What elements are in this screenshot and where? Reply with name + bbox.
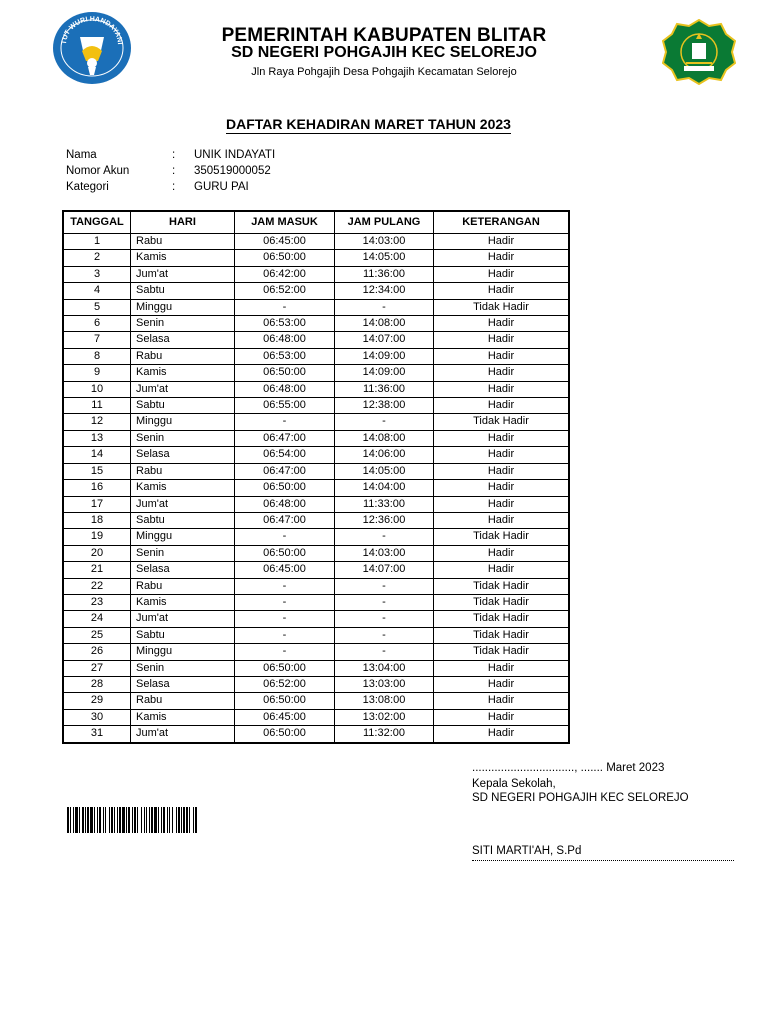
cell-jam-pulang: 13:08:00 <box>335 693 434 709</box>
cell-keterangan: Hadir <box>434 398 570 414</box>
cell-hari: Kamis <box>131 709 235 725</box>
cell-keterangan: Hadir <box>434 316 570 332</box>
cell-tanggal: 31 <box>63 726 131 743</box>
cell-tanggal: 4 <box>63 283 131 299</box>
cell-jam-pulang: 14:08:00 <box>335 316 434 332</box>
table-row <box>63 611 569 627</box>
cell-hari: Senin <box>131 430 235 446</box>
cell-tanggal: 10 <box>63 381 131 397</box>
cell-jam-masuk: 06:48:00 <box>235 381 335 397</box>
cell-keterangan: Hadir <box>434 562 570 578</box>
cell-hari: Jum'at <box>131 496 235 512</box>
header-address: Jln Raya Pohgajih Desa Pohgajih Kecamatan Selorejo <box>251 66 517 78</box>
cell-keterangan: Hadir <box>434 660 570 676</box>
cell-tanggal: 24 <box>63 611 131 627</box>
cell-keterangan: Hadir <box>434 250 570 266</box>
cell-hari: Rabu <box>131 234 235 250</box>
signature-school: SD NEGERI POHGAJIH KEC SELOREJO <box>472 792 689 804</box>
cell-tanggal: 20 <box>63 545 131 561</box>
table-row <box>63 414 569 430</box>
nama-value: UNIK INDAYATI <box>194 149 276 161</box>
cell-jam-pulang: 13:03:00 <box>335 676 434 692</box>
cell-jam-pulang: - <box>335 611 434 627</box>
cell-keterangan: Hadir <box>434 381 570 397</box>
cell-jam-pulang: 14:07:00 <box>335 562 434 578</box>
cell-jam-masuk: - <box>235 578 335 594</box>
cell-jam-pulang: - <box>335 299 434 315</box>
akun-value: 350519000052 <box>194 165 271 177</box>
cell-jam-pulang: - <box>335 594 434 610</box>
cell-tanggal: 18 <box>63 512 131 528</box>
cell-jam-masuk: - <box>235 594 335 610</box>
cell-jam-pulang: 14:07:00 <box>335 332 434 348</box>
cell-tanggal: 9 <box>63 365 131 381</box>
table-row <box>63 266 569 282</box>
cell-keterangan: Tidak Hadir <box>434 594 570 610</box>
cell-keterangan: Hadir <box>434 480 570 496</box>
cell-tanggal: 5 <box>63 299 131 315</box>
cell-keterangan: Tidak Hadir <box>434 627 570 643</box>
cell-hari: Rabu <box>131 348 235 364</box>
cell-hari: Jum'at <box>131 726 235 743</box>
table-row <box>63 529 569 545</box>
colon: : <box>172 181 176 193</box>
table-row <box>63 463 569 479</box>
kategori-value: GURU PAI <box>194 181 249 193</box>
colon: : <box>172 149 176 161</box>
cell-jam-pulang: 14:05:00 <box>335 250 434 266</box>
cell-tanggal: 7 <box>63 332 131 348</box>
cell-jam-pulang: 13:04:00 <box>335 660 434 676</box>
cell-jam-masuk: 06:47:00 <box>235 512 335 528</box>
cell-jam-pulang: 12:34:00 <box>335 283 434 299</box>
cell-jam-masuk: 06:45:00 <box>235 709 335 725</box>
cell-keterangan: Tidak Hadir <box>434 578 570 594</box>
cell-keterangan: Tidak Hadir <box>434 414 570 430</box>
cell-tanggal: 30 <box>63 709 131 725</box>
cell-jam-masuk: - <box>235 299 335 315</box>
table-row <box>63 693 569 709</box>
cell-keterangan: Hadir <box>434 234 570 250</box>
cell-jam-masuk: - <box>235 611 335 627</box>
cell-jam-pulang: 14:05:00 <box>335 463 434 479</box>
cell-hari: Selasa <box>131 676 235 692</box>
cell-hari: Minggu <box>131 414 235 430</box>
cell-keterangan: Hadir <box>434 365 570 381</box>
cell-hari: Sabtu <box>131 627 235 643</box>
teacher-info <box>66 149 275 197</box>
cell-jam-pulang: 11:33:00 <box>335 496 434 512</box>
cell-jam-masuk: - <box>235 644 335 660</box>
cell-jam-pulang: 13:02:00 <box>335 709 434 725</box>
cell-jam-masuk: 06:52:00 <box>235 283 335 299</box>
cell-tanggal: 3 <box>63 266 131 282</box>
cell-jam-masuk: - <box>235 529 335 545</box>
cell-jam-pulang: - <box>335 627 434 643</box>
cell-tanggal: 23 <box>63 594 131 610</box>
cell-jam-masuk: 06:48:00 <box>235 496 335 512</box>
cell-keterangan: Hadir <box>434 283 570 299</box>
cell-hari: Kamis <box>131 594 235 610</box>
cell-keterangan: Tidak Hadir <box>434 529 570 545</box>
col-jam-masuk: JAM MASUK <box>235 211 335 234</box>
cell-jam-masuk: 06:48:00 <box>235 332 335 348</box>
info-row-kategori <box>66 181 275 197</box>
table-row <box>63 644 569 660</box>
cell-jam-masuk: 06:50:00 <box>235 365 335 381</box>
cell-hari: Senin <box>131 545 235 561</box>
cell-jam-pulang: - <box>335 414 434 430</box>
info-row-nama <box>66 149 275 165</box>
cell-tanggal: 13 <box>63 430 131 446</box>
cell-jam-masuk: 06:50:00 <box>235 693 335 709</box>
cell-keterangan: Hadir <box>434 430 570 446</box>
cell-jam-pulang: 14:09:00 <box>335 365 434 381</box>
table-row <box>63 234 569 250</box>
table-row <box>63 512 569 528</box>
table-row <box>63 480 569 496</box>
cell-keterangan: Tidak Hadir <box>434 611 570 627</box>
col-keterangan: KETERANGAN <box>434 211 570 234</box>
cell-keterangan: Hadir <box>434 496 570 512</box>
document-title: DAFTAR KEHADIRAN MARET TAHUN 2023 <box>226 116 511 132</box>
table-row <box>63 545 569 561</box>
cell-jam-pulang: 11:32:00 <box>335 726 434 743</box>
attendance-table <box>62 210 570 744</box>
cell-jam-pulang: 14:04:00 <box>335 480 434 496</box>
cell-jam-pulang: 14:06:00 <box>335 447 434 463</box>
cell-tanggal: 27 <box>63 660 131 676</box>
cell-hari: Sabtu <box>131 283 235 299</box>
nama-label: Nama <box>66 149 97 161</box>
cell-jam-masuk: - <box>235 627 335 643</box>
cell-hari: Jum'at <box>131 611 235 627</box>
colon: : <box>172 165 176 177</box>
cell-hari: Senin <box>131 660 235 676</box>
cell-tanggal: 11 <box>63 398 131 414</box>
cell-jam-masuk: 06:45:00 <box>235 234 335 250</box>
signature-role: Kepala Sekolah, <box>472 778 556 790</box>
table-row <box>63 250 569 266</box>
cell-keterangan: Hadir <box>434 676 570 692</box>
cell-hari: Minggu <box>131 644 235 660</box>
cell-keterangan: Hadir <box>434 463 570 479</box>
cell-tanggal: 2 <box>63 250 131 266</box>
cell-tanggal: 22 <box>63 578 131 594</box>
table-row <box>63 283 569 299</box>
cell-hari: Selasa <box>131 332 235 348</box>
akun-label: Nomor Akun <box>66 165 130 177</box>
cell-keterangan: Hadir <box>434 512 570 528</box>
cell-hari: Kamis <box>131 250 235 266</box>
cell-jam-pulang: - <box>335 644 434 660</box>
cell-jam-masuk: 06:45:00 <box>235 562 335 578</box>
cell-jam-masuk: 06:55:00 <box>235 398 335 414</box>
cell-tanggal: 15 <box>63 463 131 479</box>
cell-tanggal: 6 <box>63 316 131 332</box>
cell-keterangan: Tidak Hadir <box>434 299 570 315</box>
cell-hari: Kamis <box>131 365 235 381</box>
cell-keterangan: Hadir <box>434 266 570 282</box>
cell-jam-masuk: 06:42:00 <box>235 266 335 282</box>
cell-jam-masuk: - <box>235 414 335 430</box>
cell-hari: Selasa <box>131 447 235 463</box>
cell-keterangan: Hadir <box>434 332 570 348</box>
cell-hari: Senin <box>131 316 235 332</box>
table-header-row <box>63 211 569 234</box>
cell-tanggal: 1 <box>63 234 131 250</box>
cell-tanggal: 29 <box>63 693 131 709</box>
info-row-akun <box>66 165 275 181</box>
cell-hari: Sabtu <box>131 398 235 414</box>
cell-jam-pulang: 12:36:00 <box>335 512 434 528</box>
table-row <box>63 562 569 578</box>
cell-jam-pulang: - <box>335 578 434 594</box>
header-school: SD NEGERI POHGAJIH KEC SELOREJO <box>231 44 537 61</box>
col-hari: HARI <box>131 211 235 234</box>
cell-tanggal: 28 <box>63 676 131 692</box>
table-row <box>63 332 569 348</box>
signature-dotted-line <box>472 860 734 861</box>
table-row <box>63 578 569 594</box>
signature-place-date: ................................, ....... Maret 2023 <box>472 762 665 774</box>
cell-hari: Jum'at <box>131 381 235 397</box>
col-tanggal: TANGGAL <box>63 211 131 234</box>
cell-hari: Rabu <box>131 578 235 594</box>
cell-hari: Kamis <box>131 480 235 496</box>
cell-hari: Sabtu <box>131 512 235 528</box>
table-row <box>63 365 569 381</box>
cell-tanggal: 19 <box>63 529 131 545</box>
cell-keterangan: Hadir <box>434 709 570 725</box>
cell-hari: Minggu <box>131 529 235 545</box>
header-government: PEMERINTAH KABUPATEN BLITAR <box>221 25 547 46</box>
cell-jam-pulang: 14:03:00 <box>335 545 434 561</box>
cell-jam-masuk: 06:50:00 <box>235 480 335 496</box>
cell-jam-masuk: 06:47:00 <box>235 430 335 446</box>
table-row <box>63 676 569 692</box>
cell-keterangan: Hadir <box>434 545 570 561</box>
table-row <box>63 430 569 446</box>
table-row <box>63 496 569 512</box>
cell-tanggal: 8 <box>63 348 131 364</box>
cell-jam-pulang: 14:08:00 <box>335 430 434 446</box>
cell-tanggal: 16 <box>63 480 131 496</box>
cell-keterangan: Hadir <box>434 348 570 364</box>
barcode-icon <box>67 807 255 833</box>
cell-hari: Selasa <box>131 562 235 578</box>
cell-jam-pulang: - <box>335 529 434 545</box>
cell-jam-masuk: 06:50:00 <box>235 660 335 676</box>
logo-motto: TUT WURI HANDAYANI <box>60 15 124 45</box>
cell-jam-masuk: 06:50:00 <box>235 726 335 743</box>
table-row <box>63 316 569 332</box>
cell-jam-masuk: 06:54:00 <box>235 447 335 463</box>
cell-hari: Jum'at <box>131 266 235 282</box>
cell-tanggal: 12 <box>63 414 131 430</box>
cell-jam-pulang: 14:09:00 <box>335 348 434 364</box>
cell-jam-masuk: 06:47:00 <box>235 463 335 479</box>
cell-jam-masuk: 06:53:00 <box>235 348 335 364</box>
cell-keterangan: Hadir <box>434 726 570 743</box>
cell-jam-masuk: 06:53:00 <box>235 316 335 332</box>
cell-jam-pulang: 11:36:00 <box>335 266 434 282</box>
cell-jam-pulang: 11:36:00 <box>335 381 434 397</box>
cell-keterangan: Hadir <box>434 693 570 709</box>
cell-tanggal: 21 <box>63 562 131 578</box>
cell-jam-masuk: 06:50:00 <box>235 545 335 561</box>
table-row <box>63 709 569 725</box>
cell-jam-masuk: 06:50:00 <box>235 250 335 266</box>
table-row <box>63 348 569 364</box>
cell-jam-masuk: 06:52:00 <box>235 676 335 692</box>
col-jam-pulang: JAM PULANG <box>335 211 434 234</box>
cell-jam-pulang: 12:38:00 <box>335 398 434 414</box>
cell-tanggal: 26 <box>63 644 131 660</box>
kategori-label: Kategori <box>66 181 109 193</box>
table-row <box>63 627 569 643</box>
cell-tanggal: 14 <box>63 447 131 463</box>
table-row <box>63 299 569 315</box>
cell-tanggal: 25 <box>63 627 131 643</box>
cell-keterangan: Hadir <box>434 447 570 463</box>
table-row <box>63 594 569 610</box>
cell-keterangan: Tidak Hadir <box>434 644 570 660</box>
table-row <box>63 660 569 676</box>
cell-hari: Minggu <box>131 299 235 315</box>
cell-jam-pulang: 14:03:00 <box>335 234 434 250</box>
cell-hari: Rabu <box>131 463 235 479</box>
cell-tanggal: 17 <box>63 496 131 512</box>
table-row <box>63 447 569 463</box>
table-row <box>63 398 569 414</box>
table-row <box>63 726 569 743</box>
cell-hari: Rabu <box>131 693 235 709</box>
signature-name: SITI MARTI'AH, S.Pd <box>472 845 582 857</box>
table-row <box>63 381 569 397</box>
